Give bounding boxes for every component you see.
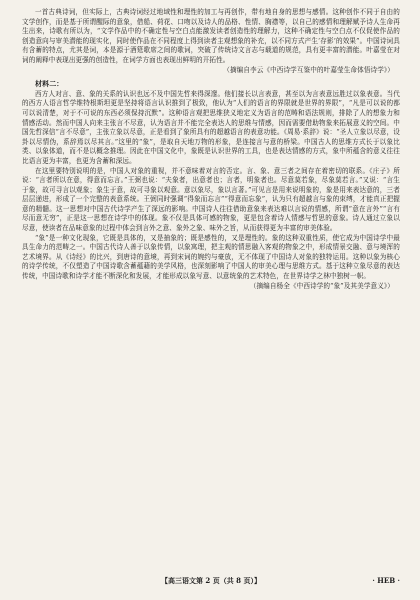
material-1-source: （摘编自李云《中西诗学互鉴中的叶嘉莹生命体悟诗学》） bbox=[223, 65, 394, 74]
material-2-paragraph: 在这里要特别说明的是，中国人对象的重视，并不意味着对言的否定。言、象、意三者之间存在着密切的联系。《庄子》所说：“言者所以在意，得意而忘言。”王弼也说：“夫象者，出意者也；言者，明象者也。尽意莫若象，尽象莫若言。”又说：“言生于象，故可寻言以观象；象生于意，故可寻象以观意。意以象尽，象以言著。”可见言是用来说明象的，象是用来表达意的，三者层层递进，形成了一个完整的表意系统。王弼同时强调“得象而忘言”“得意而忘象”，认为只有超越言与象的束缚，才能真正把握意的精髓。这一思想对中国古代诗学产生了深远的影响。中国诗人往往借助意象来表达难以言说的情感，所谓“意在言外”“言有尽而意无穷”，正是这一思想在诗学中的体现。象不仅是具体可感的物象，更是包含着诗人情感与哲思的意象。诗人通过立象以尽意，使读者在品味意象的过程中体会到言外之意、象外之象、味外之旨，从而获得更为丰富的审美体验。 bbox=[22, 166, 400, 233]
material-2-paragraph: 西方人对言、意、象的关系的认识也远不及中国先哲来得深邃。他们接长以言表意，甚至以为言表意远胜过以象表意。当代的西方人语言哲学维特根斯坦更是坚持将语言认识推到了极致，他认为“人们的语言的界限就是世界的界限”，“凡是可以说的都可以说清楚，对于不可说的东西必须保持沉默”。这种语言观把思维狭义地定义为语言的范畴和语法规则，排除了人的想象力和情感活动。然而中国人向来主张言不尽意，认为语言并不能完全表达人的思维与情感，因而需要借助物象来拓展意义的空间。中国先哲深信“言不尽意”，主张立象以尽意，正是看到了象所具有的超越语言的表意功能。《周易·系辞》说：“圣人立象以尽意，设卦以尽情伪，系辞焉以尽其言。”这里的“象”，是取自天地万物的形象，是连接言与意的桥梁。中国古人的思维方式长于以象比类、以象体道，而不是以概念推理。因此在中国文化中，象既是认识世界的工具，也是表达情感的方式，象中所蕴含的意义往往比语言更为丰富，也更为含蓄和深远。 bbox=[22, 89, 400, 165]
document-page bbox=[22, 8, 400, 291]
material-1-paragraph: 一首古典诗词，但实际上，古典诗词经过地域性和理性的加工与再创作，带有地自身的思想与感情。这种创作不同于自由的文学创作，而是基于所谓醒际的意象，借船、荷花、口吻以及诗人的品格、性情、胸襟等，以自己的感情和理解赋予诗人生命再生出来，诗歌有所以为，“文学作品中的不确定性与空白点能激发读者创造性的理解力，这种不确定性与空白点不仅促使作品的创造意向与审美潜能的现实化，同时使作品在不同程度上得到读者主观想象的补充，以不同方式产生‘存影’的效果”。中国诗词具有含蓄的特点，尤其是词，本是源于酒筵歌席之间的歌词，突破了传统诗文言志与载道的规范，具有更丰富的潜能。叶嘉莹在对词的阐释中表现出更强的创造性，在词学方面也表现出鲜明的开拓性。 bbox=[22, 8, 400, 64]
page-footer bbox=[22, 576, 400, 588]
material-2-source: （摘编自杨全《中西诗学的“象”及其美学意义》） bbox=[249, 281, 394, 290]
exam-code: · HEB · bbox=[372, 576, 400, 585]
material-2-paragraph: “象”是一种文化现象，它既是具体的，又是抽象的；既是感性的，又是理性的。象的这种双重性质，使它成为中国诗学中最具生命力的范畴之一。中国古代诗人善于以象传情，以象寓理，把主观的情思融入客观的物象之中，形成情景交融、意与境浑的艺术境界。从《诗经》的比兴，到唐诗的意境，再到宋词的婉约与豪放，无不体现了中国诗人对象的独特运用。这种以象为核心的诗学传统，不仅塑造了中国诗歌含蓄蕴藉的美学风格，也深刻影响了中国人的审美心理与思维方式。基于这种立象尽意的表达传统，中国诗歌和诗学才能不断深化和发展，才能形成以象写意、以意统象的艺术特色，在世界诗学之林中独树一帜。 bbox=[22, 233, 400, 281]
material-2-section bbox=[22, 79, 400, 291]
material-1-section bbox=[22, 8, 400, 75]
material-2-heading: 材料二： bbox=[35, 79, 64, 89]
page-number: 【高三语文第 2 页（共 8 页）】 bbox=[161, 576, 261, 585]
